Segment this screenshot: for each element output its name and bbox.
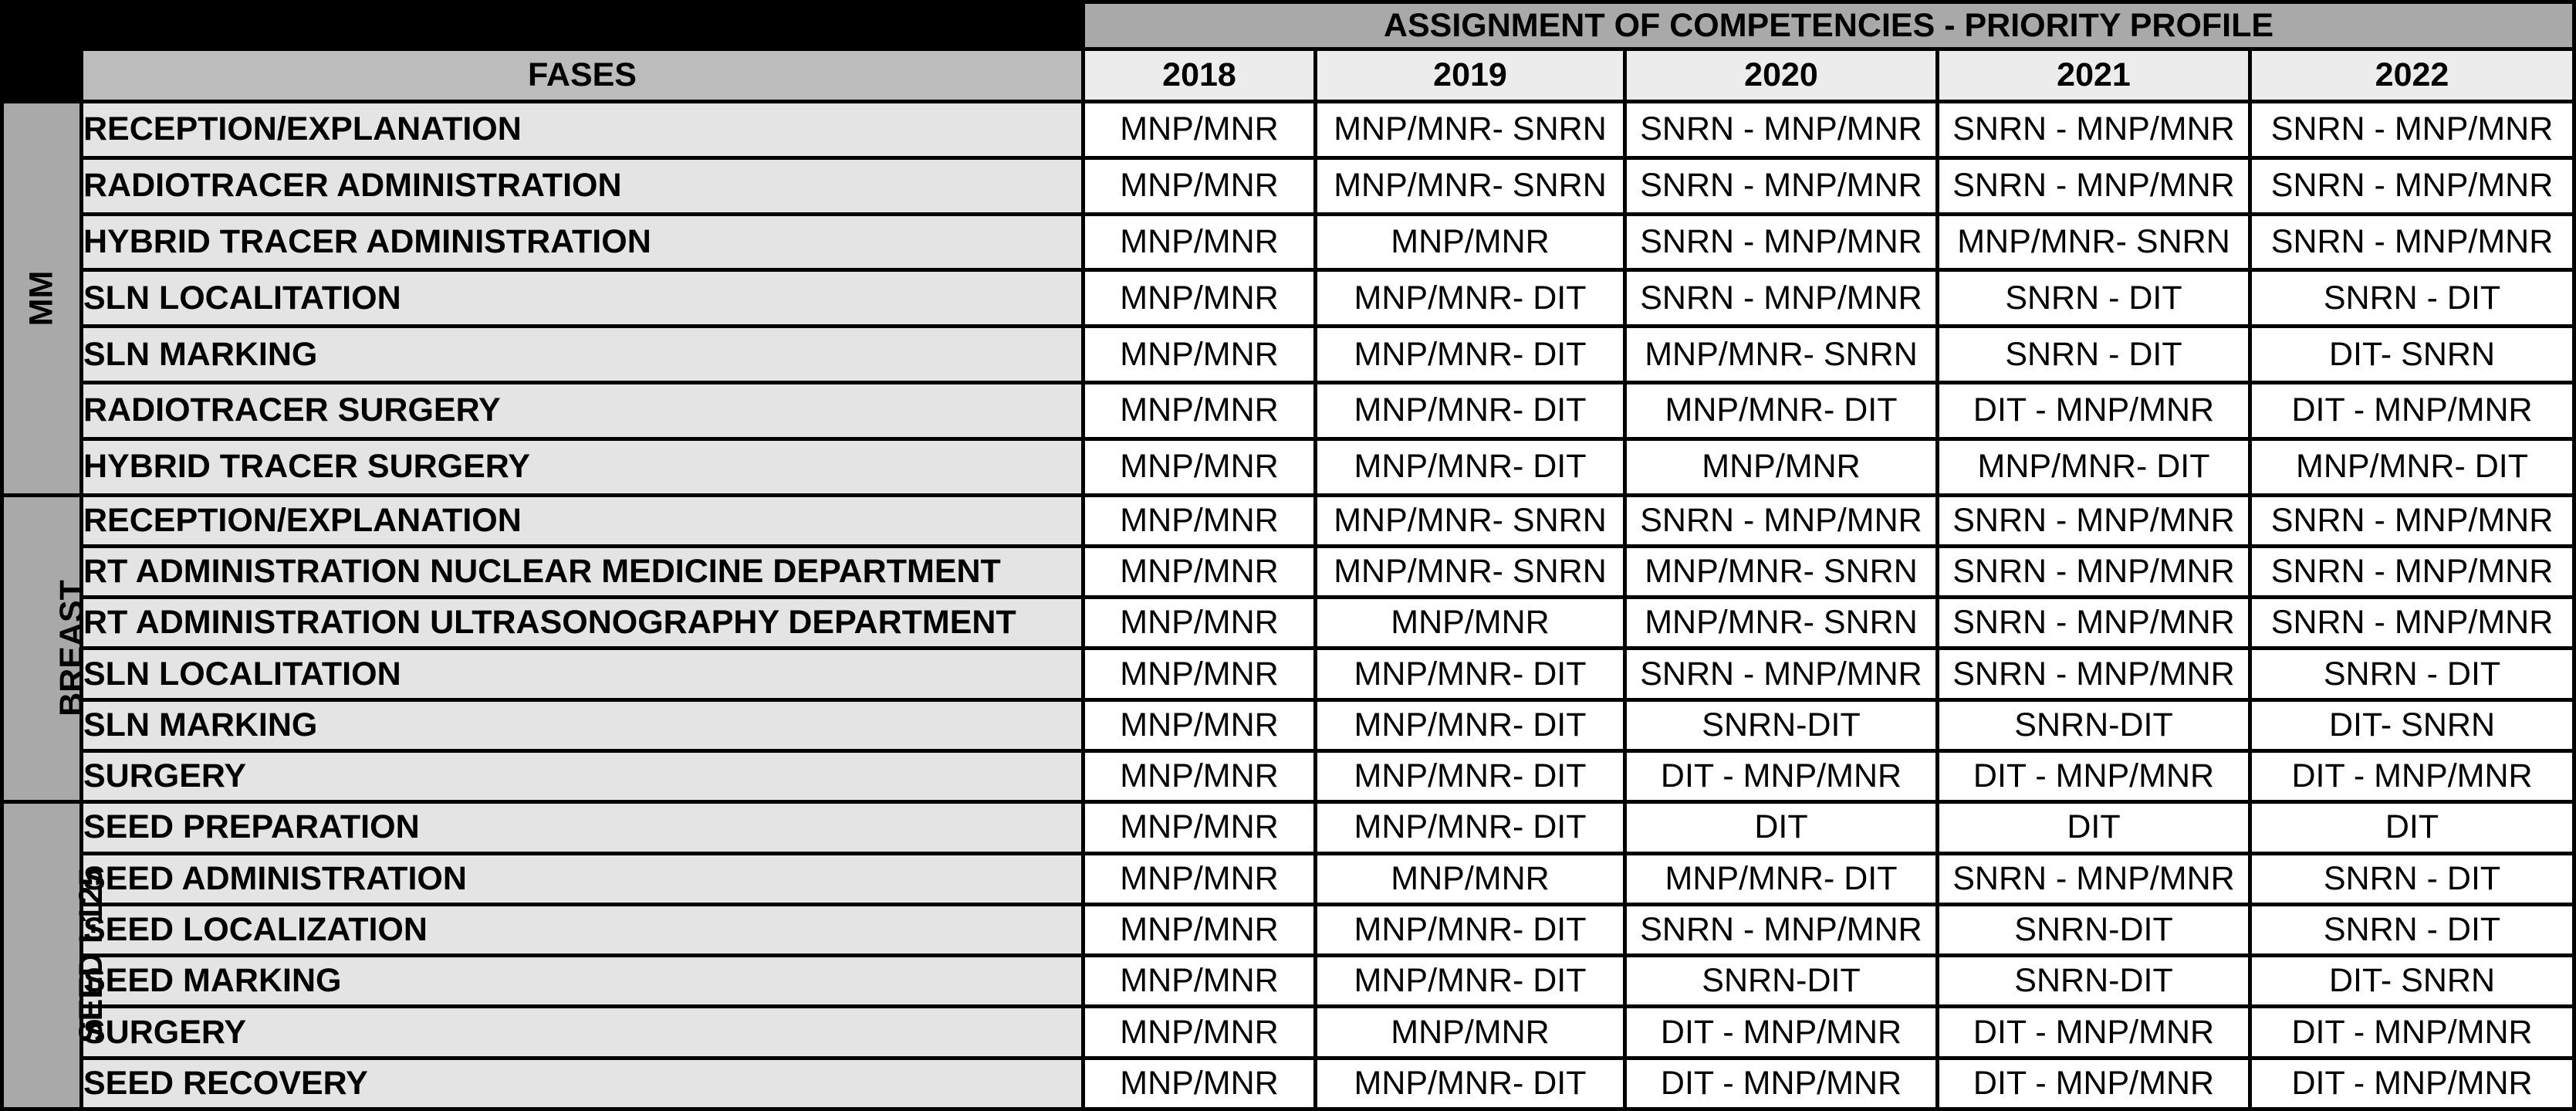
value-cell: MNP/MNR <box>1083 750 1316 801</box>
value-cell: SNRN - MNP/MNR <box>1938 158 2250 214</box>
value-cell: MNP/MNR <box>1083 495 1316 546</box>
value-cell: DIT - MNP/MNR <box>1938 1058 2250 1109</box>
group-label: SEED I-125 <box>73 868 110 1044</box>
value-cell: DIT - MNP/MNR <box>1938 1007 2250 1058</box>
phase-cell: RECEPTION/EXPLANATION <box>82 102 1083 158</box>
phase-cell: SEED RECOVERY <box>82 1058 1083 1109</box>
value-cell: MNP/MNR- DIT <box>1316 904 1625 955</box>
value-cell: MNP/MNR <box>1083 382 1316 439</box>
phase-cell: HYBRID TRACER ADMINISTRATION <box>82 214 1083 270</box>
value-cell: MNP/MNR <box>1625 439 1938 495</box>
table-row <box>2 382 2574 439</box>
phase-cell: RADIOTRACER ADMINISTRATION <box>82 158 1083 214</box>
table-row <box>2 546 2574 597</box>
value-cell: SNRN-DIT <box>1938 699 2250 750</box>
year-header-2020: 2020 <box>1625 49 1938 102</box>
value-cell: MNP/MNR- SNRN <box>1625 546 1938 597</box>
table-row <box>2 214 2574 270</box>
value-cell: DIT- SNRN <box>2250 699 2574 750</box>
value-cell: SNRN - MNP/MNR <box>1938 495 2250 546</box>
group-label: BREAST <box>52 580 90 717</box>
year-header-2018: 2018 <box>1083 49 1316 102</box>
phase-cell: SEED PREPARATION <box>82 802 1083 853</box>
value-cell: SNRN - MNP/MNR <box>1938 546 2250 597</box>
value-cell: MNP/MNR- SNRN <box>1316 102 1625 158</box>
value-cell: SNRN-DIT <box>1938 904 2250 955</box>
phase-cell: RT ADMINISTRATION NUCLEAR MEDICINE DEPARTMENT <box>82 546 1083 597</box>
value-cell: SNRN - MNP/MNR <box>1938 598 2250 649</box>
value-cell: SNRN - MNP/MNR <box>2250 546 2574 597</box>
value-cell: MNP/MNR <box>1083 270 1316 327</box>
value-cell: SNRN - MNP/MNR <box>2250 214 2574 270</box>
table-row <box>2 853 2574 904</box>
value-cell: MNP/MNR- SNRN <box>1938 214 2250 270</box>
value-cell: SNRN - MNP/MNR <box>1938 102 2250 158</box>
table-row <box>2 904 2574 955</box>
value-cell: SNRN-DIT <box>1625 699 1938 750</box>
header-corner-left <box>2 49 82 102</box>
table-row <box>2 699 2574 750</box>
phase-cell: SURGERY <box>82 1007 1083 1058</box>
value-cell: SNRN - DIT <box>1938 270 2250 327</box>
value-cell: DIT - MNP/MNR <box>1625 1058 1938 1109</box>
value-cell: MNP/MNR <box>1316 598 1625 649</box>
phase-cell: HYBRID TRACER SURGERY <box>82 439 1083 495</box>
value-cell: SNRN - MNP/MNR <box>1625 214 1938 270</box>
value-cell: SNRN - MNP/MNR <box>1625 649 1938 699</box>
value-cell: DIT - MNP/MNR <box>1625 1007 1938 1058</box>
table-row <box>2 1058 2574 1109</box>
value-cell: MNP/MNR- DIT <box>1316 750 1625 801</box>
value-cell: DIT- SNRN <box>2250 327 2574 383</box>
value-cell: DIT- SNRN <box>2250 956 2574 1007</box>
table-row <box>2 750 2574 801</box>
value-cell: MNP/MNR- DIT <box>1625 382 1938 439</box>
super-header-title: ASSIGNMENT OF COMPETENCIES - PRIORITY PROFILE <box>1083 2 2574 49</box>
value-cell: MNP/MNR- SNRN <box>1625 598 1938 649</box>
phase-cell: SLN LOCALITATION <box>82 649 1083 699</box>
value-cell: MNP/MNR- DIT <box>1625 853 1938 904</box>
value-cell: MNP/MNR- SNRN <box>1316 158 1625 214</box>
value-cell: MNP/MNR- DIT <box>1316 327 1625 383</box>
value-cell: MNP/MNR <box>1083 1007 1316 1058</box>
value-cell: MNP/MNR <box>1083 598 1316 649</box>
value-cell: SNRN - DIT <box>2250 270 2574 327</box>
value-cell: MNP/MNR- DIT <box>1316 802 1625 853</box>
value-cell: SNRN - MNP/MNR <box>1938 853 2250 904</box>
value-cell: DIT - MNP/MNR <box>1938 382 2250 439</box>
value-cell: MNP/MNR- DIT <box>2250 439 2574 495</box>
value-cell: MNP/MNR- SNRN <box>1625 327 1938 383</box>
phase-cell: SEED LOCALIZATION <box>82 904 1083 955</box>
value-cell: MNP/MNR <box>1083 102 1316 158</box>
value-cell: SNRN - DIT <box>2250 904 2574 955</box>
value-cell: SNRN - DIT <box>2250 649 2574 699</box>
value-cell: SNRN-DIT <box>1938 956 2250 1007</box>
value-cell: MNP/MNR <box>1316 214 1625 270</box>
table-row <box>2 439 2574 495</box>
header-corner <box>2 2 1083 49</box>
group-label-cell <box>2 102 82 496</box>
value-cell: MNP/MNR- DIT <box>1316 439 1625 495</box>
table-row <box>2 956 2574 1007</box>
value-cell: SNRN - MNP/MNR <box>2250 102 2574 158</box>
value-cell: SNRN - MNP/MNR <box>2250 598 2574 649</box>
phase-cell: RADIOTRACER SURGERY <box>82 382 1083 439</box>
value-cell: DIT <box>1625 802 1938 853</box>
table-row <box>2 102 2574 158</box>
table-body <box>2 102 2574 1109</box>
phase-cell: SLN MARKING <box>82 327 1083 383</box>
value-cell: MNP/MNR- DIT <box>1316 649 1625 699</box>
table-row <box>2 495 2574 546</box>
value-cell: MNP/MNR- DIT <box>1938 439 2250 495</box>
table-row <box>2 1007 2574 1058</box>
value-cell: MNP/MNR- DIT <box>1316 382 1625 439</box>
value-cell: MNP/MNR <box>1316 1007 1625 1058</box>
value-cell: MNP/MNR <box>1083 649 1316 699</box>
value-cell: SNRN - MNP/MNR <box>1625 904 1938 955</box>
value-cell: DIT - MNP/MNR <box>1938 750 2250 801</box>
value-cell: SNRN - MNP/MNR <box>1625 158 1938 214</box>
group-label-cell <box>2 495 90 802</box>
value-cell: SNRN - MNP/MNR <box>1625 495 1938 546</box>
value-cell: DIT <box>1938 802 2250 853</box>
year-header-2019: 2019 <box>1316 49 1625 102</box>
value-cell: MNP/MNR <box>1083 158 1316 214</box>
value-cell: DIT - MNP/MNR <box>2250 1058 2574 1109</box>
value-cell: MNP/MNR- DIT <box>1316 699 1625 750</box>
year-header-2021: 2021 <box>1938 49 2250 102</box>
year-header-2022: 2022 <box>2250 49 2574 102</box>
fases-column-header: FASES <box>82 49 1083 102</box>
phase-cell: RT ADMINISTRATION ULTRASONOGRAPHY DEPARTMENT <box>82 598 1083 649</box>
phase-cell: SEED ADMINISTRATION <box>82 853 1083 904</box>
value-cell: MNP/MNR <box>1083 1058 1316 1109</box>
value-cell: MNP/MNR <box>1083 802 1316 853</box>
value-cell: DIT - MNP/MNR <box>1625 750 1938 801</box>
value-cell: SNRN - MNP/MNR <box>1625 102 1938 158</box>
value-cell: DIT - MNP/MNR <box>2250 750 2574 801</box>
group-label: MM <box>22 270 60 327</box>
table-row <box>2 649 2574 699</box>
value-cell: MNP/MNR <box>1083 327 1316 383</box>
value-cell: MNP/MNR <box>1083 904 1316 955</box>
table-row <box>2 598 2574 649</box>
value-cell: MNP/MNR <box>1316 853 1625 904</box>
table-row <box>2 158 2574 214</box>
phase-cell: SLN MARKING <box>82 699 1083 750</box>
value-cell: SNRN - MNP/MNR <box>1938 649 2250 699</box>
value-cell: MNP/MNR- DIT <box>1316 270 1625 327</box>
phase-cell: SURGERY <box>82 750 1083 801</box>
value-cell: DIT <box>2250 802 2574 853</box>
value-cell: MNP/MNR- DIT <box>1316 956 1625 1007</box>
value-cell: MNP/MNR <box>1083 853 1316 904</box>
value-cell: SNRN - DIT <box>2250 853 2574 904</box>
value-cell: DIT - MNP/MNR <box>2250 382 2574 439</box>
table-row <box>2 270 2574 327</box>
value-cell: MNP/MNR- SNRN <box>1316 546 1625 597</box>
value-cell: MNP/MNR <box>1083 699 1316 750</box>
phase-cell: SLN LOCALITATION <box>82 270 1083 327</box>
value-cell: SNRN - MNP/MNR <box>2250 495 2574 546</box>
table-row <box>2 802 2574 853</box>
value-cell: MNP/MNR <box>1083 214 1316 270</box>
phase-cell: SEED MARKING <box>82 956 1083 1007</box>
value-cell: SNRN-DIT <box>1625 956 1938 1007</box>
value-cell: MNP/MNR <box>1083 546 1316 597</box>
value-cell: SNRN - MNP/MNR <box>1625 270 1938 327</box>
value-cell: MNP/MNR <box>1083 956 1316 1007</box>
value-cell: MNP/MNR <box>1083 439 1316 495</box>
value-cell: DIT - MNP/MNR <box>2250 1007 2574 1058</box>
value-cell: SNRN - MNP/MNR <box>2250 158 2574 214</box>
value-cell: MNP/MNR- DIT <box>1316 1058 1625 1109</box>
value-cell: SNRN - DIT <box>1938 327 2250 383</box>
table-row <box>2 327 2574 383</box>
value-cell: MNP/MNR- SNRN <box>1316 495 1625 546</box>
phase-cell: RECEPTION/EXPLANATION <box>82 495 1083 546</box>
group-label-cell <box>2 802 110 1109</box>
